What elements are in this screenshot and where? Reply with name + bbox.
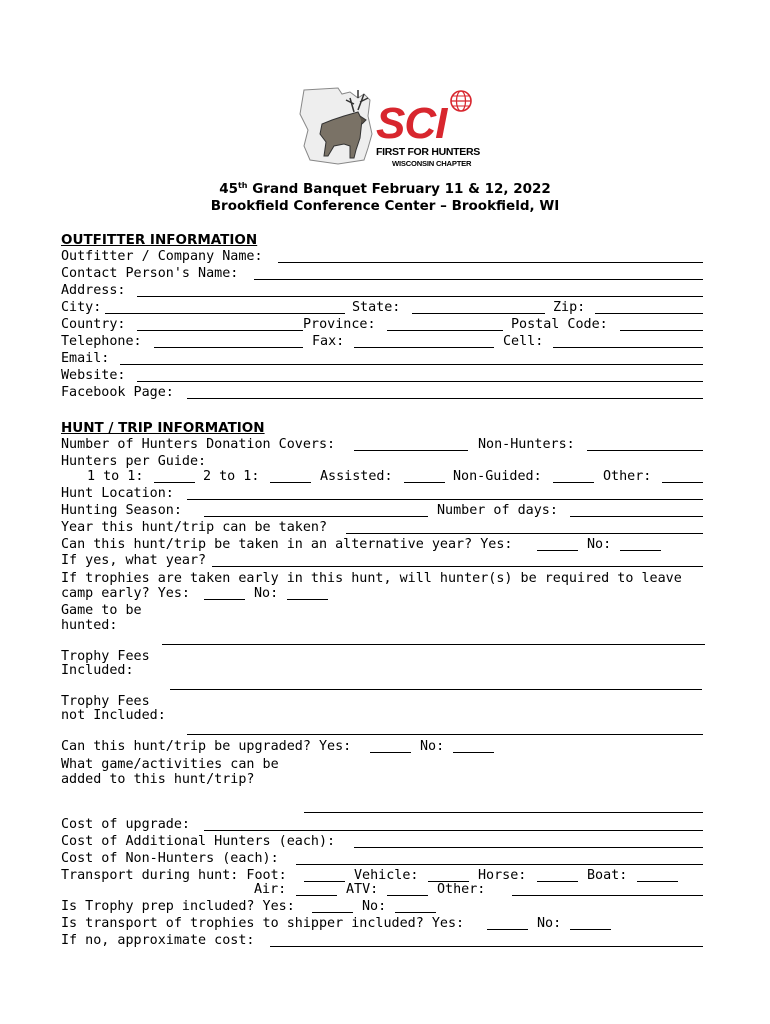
telephone-field[interactable]: [154, 347, 303, 348]
game-label-1: Game to be: [61, 603, 142, 618]
company-label: Outfitter / Company Name:: [61, 249, 263, 264]
country-field[interactable]: [137, 330, 303, 331]
fax-field[interactable]: [354, 347, 494, 348]
camp-early-label: camp early? Yes:: [61, 586, 190, 601]
facebook-label: Facebook Page:: [61, 385, 174, 400]
activities-label-2: added to this hunt/trip?: [61, 772, 255, 787]
upgraded-no-label: No:: [420, 739, 445, 754]
prep-no-label: No:: [362, 899, 387, 914]
prep-no-field[interactable]: [395, 912, 436, 913]
game-label-2: hunted:: [61, 618, 118, 633]
days-label: Number of days:: [437, 503, 558, 518]
upgraded-no-field[interactable]: [453, 752, 494, 753]
per-guide-label: Hunters per Guide:: [61, 454, 207, 469]
air-label: Air:: [254, 882, 287, 897]
city-field[interactable]: [105, 313, 345, 314]
email-label: Email:: [61, 351, 110, 366]
atv-field[interactable]: [387, 895, 428, 896]
game-field[interactable]: [162, 644, 705, 645]
postal-label: Postal Code:: [511, 317, 608, 332]
website-label: Website:: [61, 368, 126, 383]
logo-chapter: WISCONSIN CHAPTER: [392, 159, 472, 168]
country-label: Country:: [61, 317, 126, 332]
province-label: Province:: [303, 317, 376, 332]
year-label: Year this hunt/trip can be taken?: [61, 520, 328, 535]
trophies-early-label: If trophies are taken early in this hunt, will hunter(s) be required to leave: [61, 571, 682, 586]
camp-early-yes-field[interactable]: [204, 599, 245, 600]
other-transport-field[interactable]: [512, 895, 703, 896]
what-year-label: If yes, what year?: [61, 553, 207, 568]
location-field[interactable]: [187, 499, 703, 500]
outfitter-heading: OUTFITTER INFORMATION: [61, 232, 258, 248]
horse-label: Horse:: [478, 868, 527, 883]
two-to-one-label: 2 to 1:: [203, 469, 260, 484]
website-field[interactable]: [137, 381, 703, 382]
camp-early-no-field[interactable]: [287, 599, 328, 600]
what-year-field[interactable]: [212, 566, 703, 567]
cell-field[interactable]: [553, 347, 703, 348]
other-guide-field[interactable]: [662, 482, 703, 483]
one-to-one-field[interactable]: [154, 482, 195, 483]
address-field[interactable]: [137, 296, 703, 297]
upgraded-label: Can this hunt/trip be upgraded? Yes:: [61, 739, 352, 754]
cost-non-field[interactable]: [296, 864, 703, 865]
prep-yes-field[interactable]: [312, 912, 353, 913]
address-label: Address:: [61, 283, 126, 298]
cell-label: Cell:: [503, 334, 544, 349]
sci-wordmark: SCI: [376, 99, 447, 148]
non-hunters-label: Non-Hunters:: [478, 437, 575, 452]
venue-line: Brookfield Conference Center – Brookfield, WI: [210, 198, 560, 214]
shipper-no-field[interactable]: [570, 929, 611, 930]
facebook-field[interactable]: [187, 398, 703, 399]
one-to-one-label: 1 to 1:: [87, 469, 144, 484]
fees-included-label-1: Trophy Fees: [61, 649, 150, 664]
email-field[interactable]: [120, 364, 703, 365]
days-field[interactable]: [570, 516, 703, 517]
year-field[interactable]: [346, 533, 703, 534]
fees-included-field[interactable]: [170, 689, 702, 690]
shipper-no-label: No:: [537, 916, 562, 931]
hunt-heading: HUNT / TRIP INFORMATION: [61, 420, 265, 436]
approx-cost-field[interactable]: [270, 946, 703, 947]
activities-field[interactable]: [304, 812, 703, 813]
foot-field[interactable]: [304, 881, 345, 882]
prep-label: Is Trophy prep included? Yes:: [61, 899, 295, 914]
boat-field[interactable]: [637, 881, 678, 882]
deer-wisconsin-icon: [298, 86, 384, 170]
logo-tagline: FIRST FOR HUNTERS: [376, 146, 480, 158]
cost-add-label: Cost of Additional Hunters (each):: [61, 834, 336, 849]
non-guided-label: Non-Guided:: [453, 469, 542, 484]
non-guided-field[interactable]: [553, 482, 594, 483]
company-field[interactable]: [278, 262, 703, 263]
cost-upgrade-label: Cost of upgrade:: [61, 817, 190, 832]
non-hunters-field[interactable]: [587, 450, 703, 451]
cost-non-label: Cost of Non-Hunters (each):: [61, 851, 279, 866]
alt-year-yes-field[interactable]: [537, 550, 578, 551]
alt-year-no-label: No:: [587, 537, 612, 552]
approx-cost-label: If no, approximate cost:: [61, 933, 255, 948]
alt-year-no-field[interactable]: [620, 550, 661, 551]
assisted-label: Assisted:: [320, 469, 393, 484]
two-to-one-field[interactable]: [270, 482, 311, 483]
city-label: City:: [61, 300, 102, 315]
banquet-title: 45th Grand Banquet February 11 & 12, 2022: [219, 181, 551, 197]
activities-label-1: What game/activities can be: [61, 757, 279, 772]
shipper-yes-field[interactable]: [487, 929, 528, 930]
globe-icon: [449, 89, 473, 113]
upgraded-yes-field[interactable]: [370, 752, 411, 753]
postal-field[interactable]: [620, 330, 703, 331]
camp-early-no-label: No:: [254, 586, 279, 601]
cost-add-field[interactable]: [354, 847, 703, 848]
transport-label: Transport during hunt: Foot:: [61, 868, 287, 883]
fees-not-label-2: not Included:: [61, 708, 166, 723]
num-hunters-label: Number of Hunters Donation Covers:: [61, 437, 336, 452]
cost-upgrade-field[interactable]: [204, 830, 703, 831]
other-transport-label: Other:: [437, 882, 486, 897]
season-field[interactable]: [204, 516, 428, 517]
contact-field[interactable]: [254, 279, 703, 280]
air-field[interactable]: [296, 895, 337, 896]
zip-field[interactable]: [595, 313, 703, 314]
other-guide-label: Other:: [603, 469, 652, 484]
fees-not-field[interactable]: [187, 734, 703, 735]
location-label: Hunt Location:: [61, 486, 174, 501]
assisted-field[interactable]: [404, 482, 445, 483]
num-hunters-field[interactable]: [354, 450, 468, 451]
fees-not-label-1: Trophy Fees: [61, 694, 150, 709]
telephone-label: Telephone:: [61, 334, 142, 349]
boat-label: Boat:: [587, 868, 628, 883]
alt-year-label: Can this hunt/trip be taken in an alternative year? Yes:: [61, 537, 513, 552]
atv-label: ATV:: [346, 882, 379, 897]
province-field[interactable]: [387, 330, 503, 331]
fees-included-label-2: Included:: [61, 663, 134, 678]
state-field[interactable]: [412, 313, 545, 314]
fax-label: Fax:: [312, 334, 345, 349]
state-label: State:: [352, 300, 401, 315]
horse-field[interactable]: [537, 881, 578, 882]
contact-label: Contact Person's Name:: [61, 266, 239, 281]
zip-label: Zip:: [553, 300, 586, 315]
season-label: Hunting Season:: [61, 503, 182, 518]
shipper-label: Is transport of trophies to shipper included? Yes:: [61, 916, 465, 931]
vehicle-label: Vehicle:: [354, 868, 419, 883]
